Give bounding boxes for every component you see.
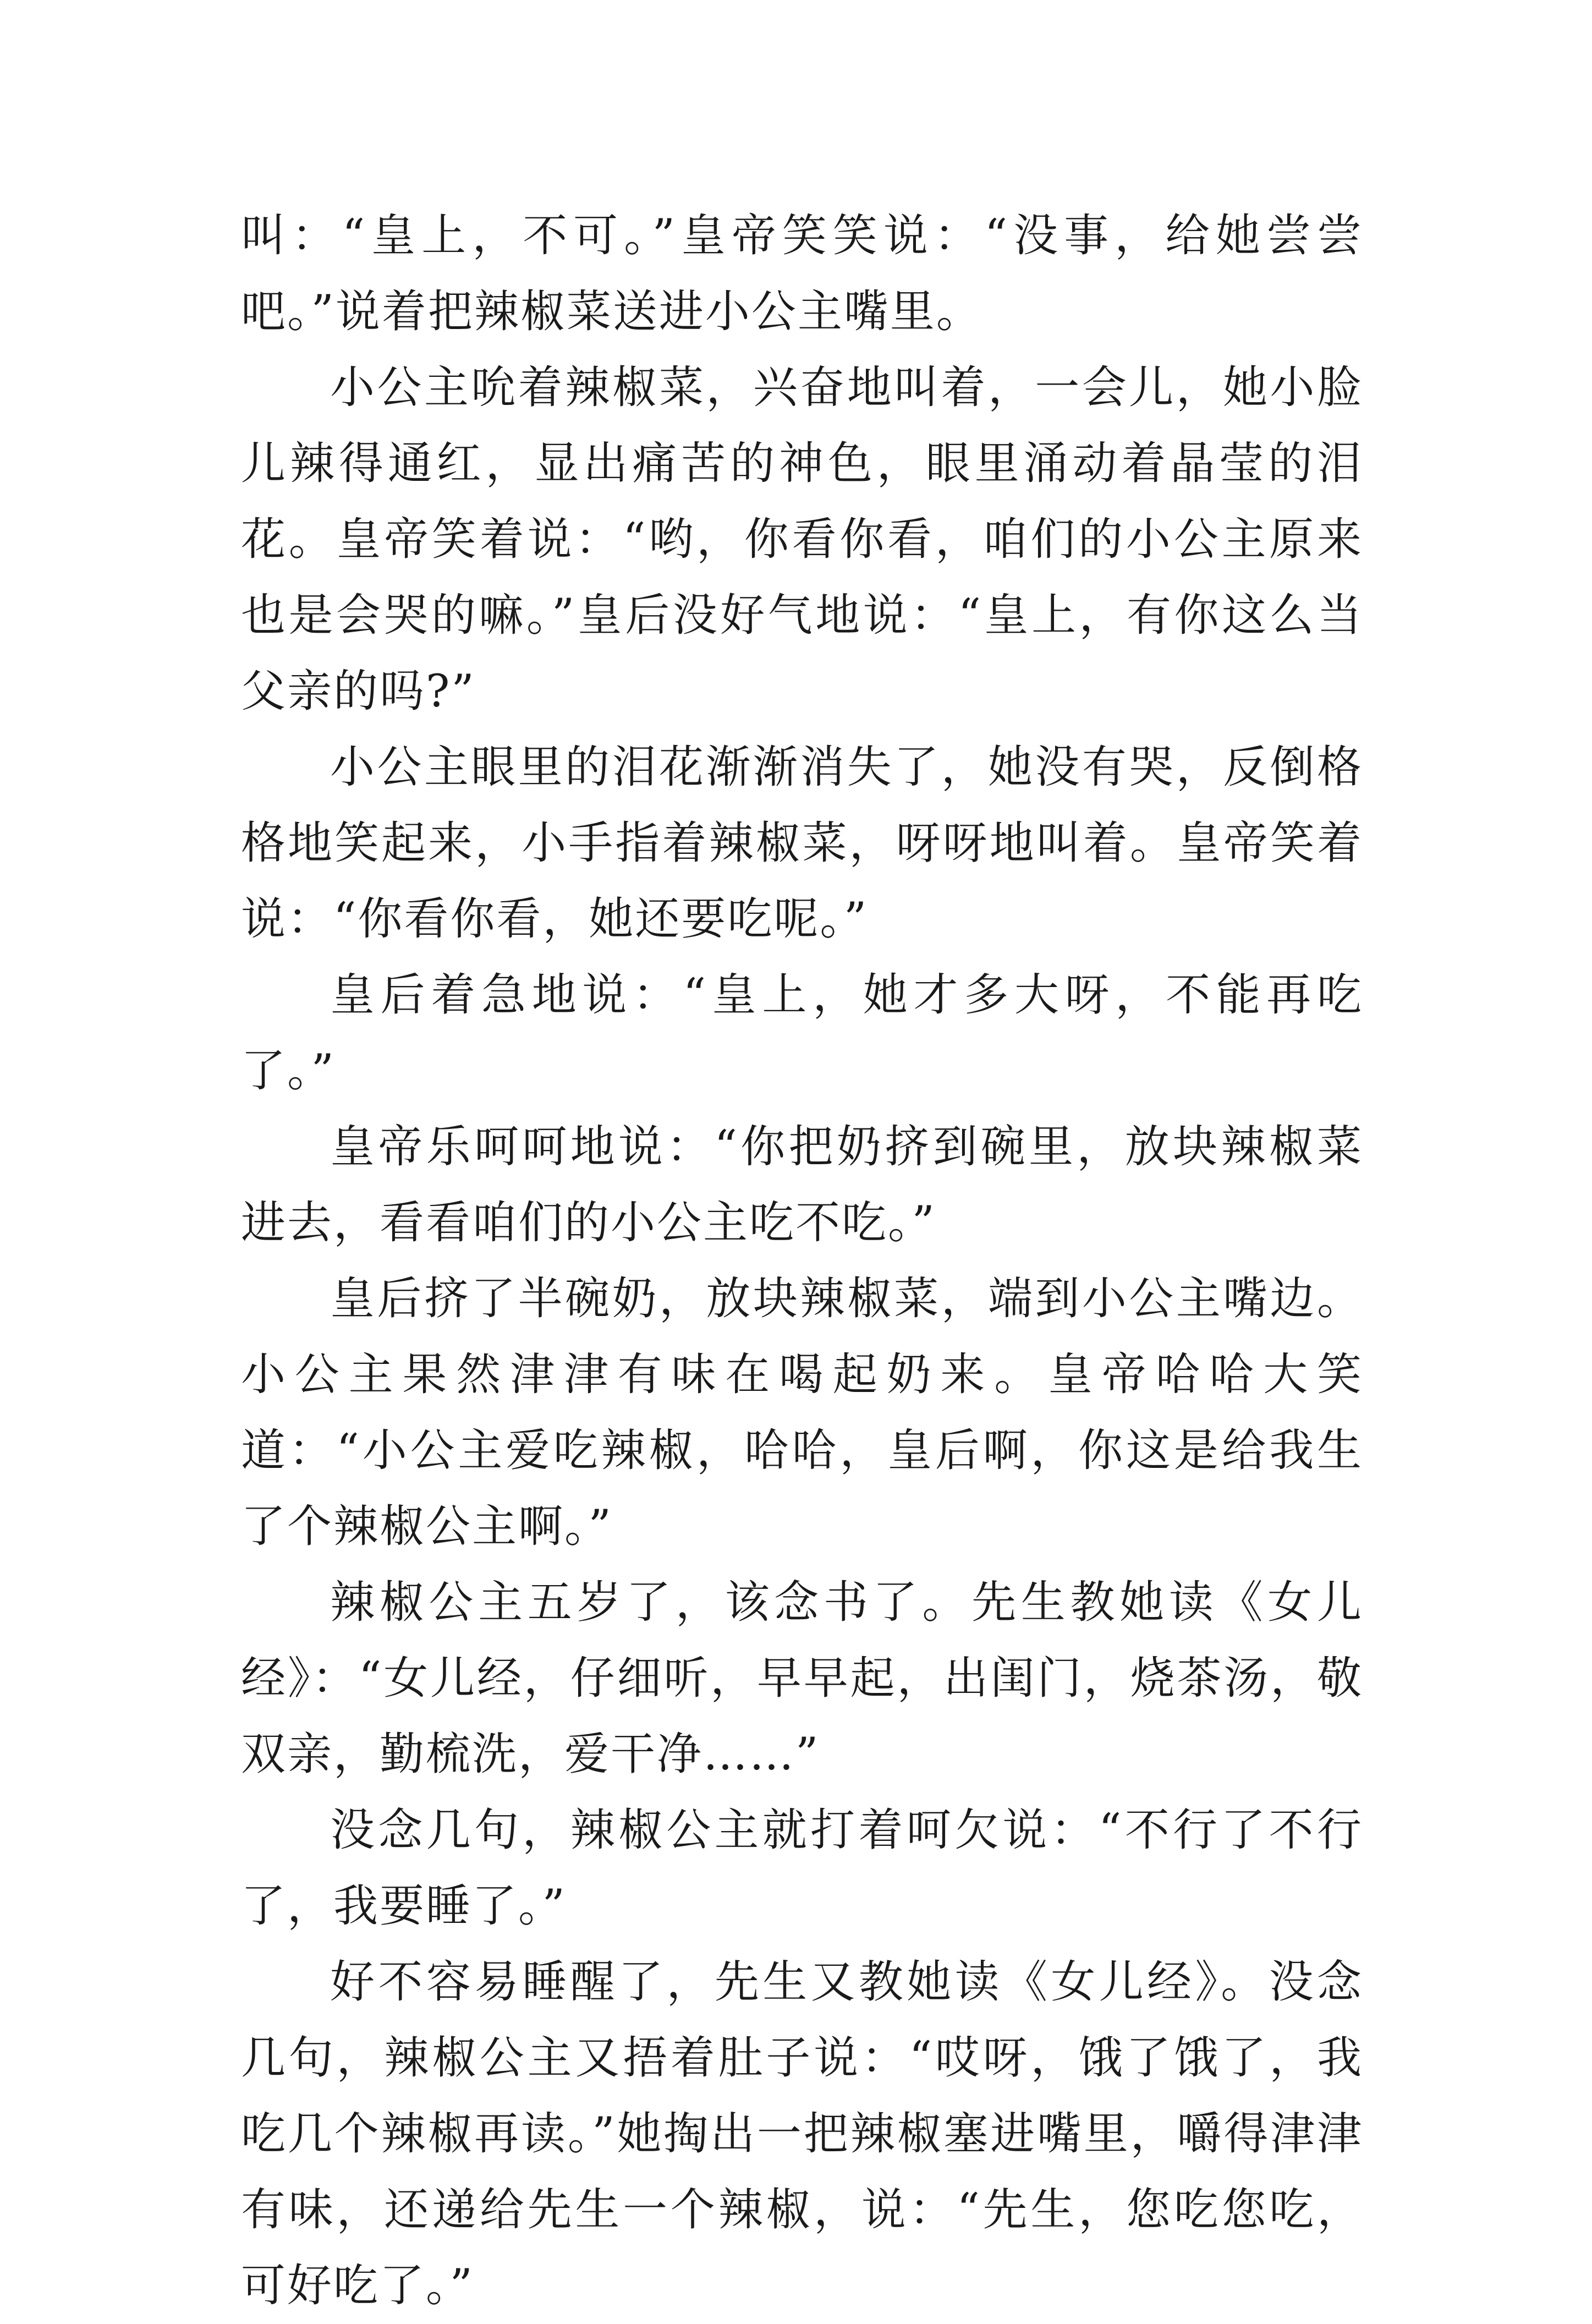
paragraph: 没念几句，辣椒公主就打着呵欠说：“不行了不行了，我要睡了。”	[241, 1805, 1363, 1932]
paragraph: 皇帝乐呵呵地说：“你把奶挤到碗里，放块辣椒菜进去，看看咱们的小公主吃不吃。”	[241, 1121, 1363, 1249]
paragraph: 皇后挤了半碗奶，放块辣椒菜，端到小公主嘴边。小公主果然津津有味在喝起奶来。皇帝哈哈大笑道：“小公主爱吃辣椒，哈哈，皇后啊，你这是给我生了个辣椒公主啊。”	[241, 1273, 1363, 1553]
paragraph: 皇后着急地说：“皇上，她才多大呀，不能再吃了。”	[241, 969, 1363, 1097]
paragraph: 小公主吮着辣椒菜，兴奋地叫着，一会儿，她小脸儿辣得通红，显出痛苦的神色，眼里涌动着晶莹的泪花。皇帝笑着说：“哟，你看你看，咱们的小公主原来也是会哭的嘛。”皇后没好气地说：“皇上，有你这么当父亲的吗?”	[241, 362, 1363, 717]
paragraph: 小公主眼里的泪花渐渐消失了，她没有哭，反倒格格地笑起来，小手指着辣椒菜，呀呀地叫着。皇帝笑着说：“你看你看，她还要吃呢。”	[241, 742, 1363, 945]
story-text	[241, 198, 1363, 2324]
paragraph: 辣椒公主五岁了，该念书了。先生教她读《女儿经》：“女儿经，仔细听，早早起，出闺门，烧茶汤，敬双亲，勤梳洗，爱干净……”	[241, 1577, 1363, 1780]
paragraph: 好不容易睡醒了，先生又教她读《女儿经》。没念几句，辣椒公主又捂着肚子说：“哎呀，饿了饿了，我吃几个辣椒再读。”她掏出一把辣椒塞进嘴里，嚼得津津有味，还递给先生一个辣椒，说：“先生，您吃您吃，可好吃了。”	[241, 1956, 1363, 2312]
paragraph: 叫：“皇上，不可。”皇帝笑笑说：“没事，给她尝尝吧。”说着把辣椒菜送进小公主嘴里。	[241, 210, 1363, 338]
